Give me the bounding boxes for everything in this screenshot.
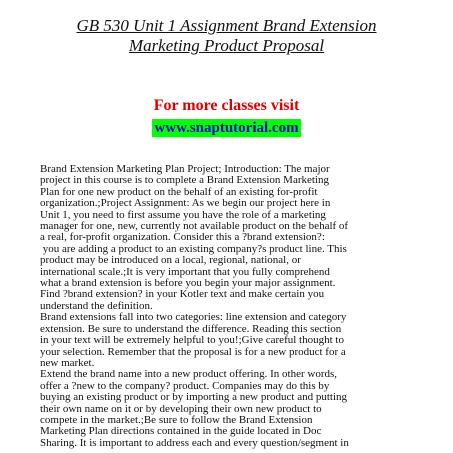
body-line: Plan for one new product on the behalf of an existing for-profit xyxy=(40,185,318,198)
body-line: their own name on it or by developing their own new product to xyxy=(40,402,322,415)
body-line: what a brand extension is before you begin your major assignment. xyxy=(40,277,336,290)
document-title xyxy=(40,16,413,56)
title-line-1: GB 530 Unit 1 Assignment Brand Extension xyxy=(76,16,377,35)
body-line: a real, for-profit organization. Consider this a ?brand extension?: xyxy=(40,231,325,244)
body-line: product may be introduced on a local, regional, national, or xyxy=(40,254,301,267)
body-line: your selection. Remember that the proposal is for a new product for a xyxy=(40,345,346,358)
body-line: new market. xyxy=(40,356,95,369)
body-line: you are adding a product to an existing company?s product line. This xyxy=(40,242,347,255)
body-line: project in this course is to complete a Brand Extension Marketing xyxy=(40,174,329,187)
body-line: Find ?brand extension? in your Kotler text and make certain you xyxy=(40,288,325,301)
link-container xyxy=(40,118,413,138)
promo-text: For more classes visit xyxy=(153,97,300,114)
body-line: Brand Extension Marketing Plan Project; Introduction: The major xyxy=(40,163,330,175)
body-line: buying an existing product or by importing a new product and putting xyxy=(40,391,348,404)
body-line: understand the definition. xyxy=(40,299,153,312)
website-link[interactable]: www.snaptutorial.com xyxy=(154,120,299,136)
body-text xyxy=(40,164,422,449)
body-line: organization.;Project Assignment: As we begin our project here in xyxy=(40,197,331,210)
body-line: Sharing. It is important to address each and every question/segment in xyxy=(40,436,349,449)
body-line: extension. Be sure to understand the difference. Reading this section xyxy=(40,322,342,335)
body-line: Unit 1, you need to first assume you have the role of a marketing xyxy=(40,208,326,221)
body-line: compete in the market.;Be sure to follow the Brand Extension xyxy=(40,413,313,426)
body-line: manager for one, new, currently not available product on the behalf of xyxy=(40,220,349,233)
body-line: Extend the brand name into a new product offering. In other words, xyxy=(40,368,338,381)
title-line-2: Marketing Product Proposal xyxy=(128,36,325,55)
body-line: international scale.;It is very important that you fully comprehend xyxy=(40,265,330,278)
body-line: Brand extensions fall into two categories: line extension and category xyxy=(40,311,347,324)
body-line: offer a ?new to the company? product. Companies may do this by xyxy=(40,379,330,392)
body-line: in your text will be extremely helpful to you!;Give careful thought to xyxy=(40,334,344,347)
body-line: Marketing Plan directions contained in the guide located in Doc xyxy=(40,425,322,438)
